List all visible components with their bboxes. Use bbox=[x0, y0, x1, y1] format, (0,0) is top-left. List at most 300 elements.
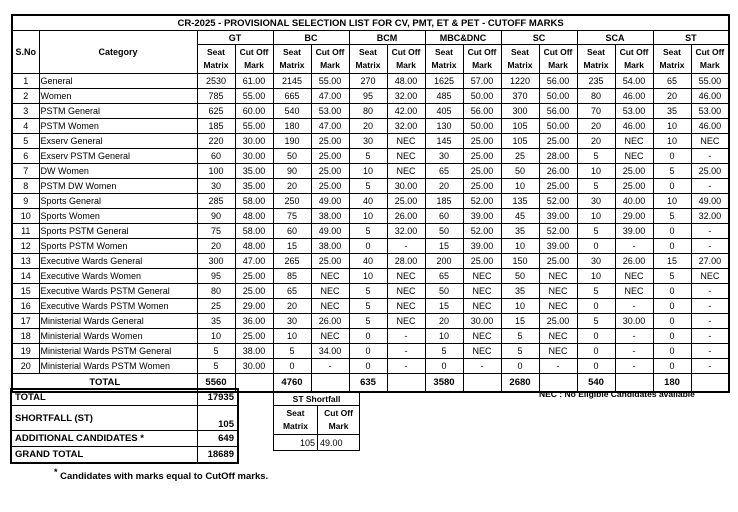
sno-cell: 8 bbox=[12, 179, 39, 194]
seat-matrix-cell: 10 bbox=[501, 179, 539, 194]
st-cutoff-header-line2: Mark bbox=[328, 421, 349, 431]
sno-cell: 17 bbox=[12, 314, 39, 329]
cutoff-mark-cell: NEC bbox=[539, 344, 577, 359]
table-row bbox=[12, 209, 729, 224]
page-title: CR-2025 - PROVISIONAL SELECTION LIST FOR CV, PMT, ET & PET - CUTOFF MARKS bbox=[12, 15, 729, 31]
seat-matrix-cell: 0 bbox=[577, 344, 615, 359]
sno-cell: 1 bbox=[12, 74, 39, 89]
cutoff-mark-cell: 38.00 bbox=[311, 209, 349, 224]
table-row bbox=[12, 134, 729, 149]
seat-matrix-cell: 0 bbox=[577, 329, 615, 344]
seat-matrix-cell: 65 bbox=[653, 74, 691, 89]
cutoff-mark-cell: NEC bbox=[615, 149, 653, 164]
total-seat-cell: 3580 bbox=[425, 374, 463, 393]
cutoff-mark-cell: 42.00 bbox=[387, 104, 425, 119]
table-row bbox=[12, 254, 729, 269]
category-cell: Executive Wards PSTM Women bbox=[39, 299, 197, 314]
group-header-gt: GT bbox=[197, 31, 273, 45]
seat-matrix-cell: 10 bbox=[349, 269, 387, 284]
seat-matrix-cell: 5 bbox=[501, 344, 539, 359]
seat-matrix-cell: 250 bbox=[273, 194, 311, 209]
cutoff-table bbox=[11, 14, 730, 393]
cutoff-mark-cell: NEC bbox=[615, 284, 653, 299]
cutoff-mark-cell: 30.00 bbox=[615, 314, 653, 329]
seat-matrix-cell: 80 bbox=[349, 104, 387, 119]
seat-matrix-cell: 30 bbox=[273, 314, 311, 329]
seat-matrix-cell: 65 bbox=[273, 284, 311, 299]
category-cell: Ministerial Wards PSTM Women bbox=[39, 359, 197, 374]
cutoff-mark-cell: 29.00 bbox=[615, 209, 653, 224]
seat-matrix-cell: 0 bbox=[653, 284, 691, 299]
seat-matrix-cell: 70 bbox=[577, 104, 615, 119]
seat-matrix-cell: 40 bbox=[349, 254, 387, 269]
seat-matrix-cell: 405 bbox=[425, 104, 463, 119]
seat-matrix-cell: 5 bbox=[577, 284, 615, 299]
seat-matrix-cell: 5 bbox=[653, 209, 691, 224]
sno-cell: 11 bbox=[12, 224, 39, 239]
cutoff-mark-cell: - bbox=[691, 299, 729, 314]
st-shortfall-title-row bbox=[274, 392, 360, 406]
seat-matrix-cell: 5 bbox=[577, 224, 615, 239]
seat-matrix-cell: 0 bbox=[577, 239, 615, 254]
cutoff-mark-header: Cut Off Mark bbox=[387, 45, 425, 74]
category-cell: General bbox=[39, 74, 197, 89]
seat-matrix-cell: 130 bbox=[425, 119, 463, 134]
cutoff-mark-cell: - bbox=[463, 359, 501, 374]
st-seat-header bbox=[274, 406, 318, 435]
group-header-sca: SCA bbox=[577, 31, 653, 45]
seat-matrix-cell: 25 bbox=[501, 149, 539, 164]
cutoff-mark-cell: NEC bbox=[615, 134, 653, 149]
cutoff-mark-cell: 39.00 bbox=[463, 209, 501, 224]
cutoff-table-body bbox=[12, 74, 729, 374]
seat-matrix-cell: 20 bbox=[425, 179, 463, 194]
cutoff-mark-cell: NEC bbox=[387, 314, 425, 329]
seat-matrix-cell: 5 bbox=[425, 344, 463, 359]
summary-table bbox=[10, 388, 239, 464]
cutoff-mark-cell: 32.00 bbox=[387, 89, 425, 104]
group-header-st: ST bbox=[653, 31, 729, 45]
total-cutoff-cell bbox=[463, 374, 501, 393]
category-cell: PSTM General bbox=[39, 104, 197, 119]
cutoff-mark-cell: NEC bbox=[463, 299, 501, 314]
seat-matrix-cell: 5 bbox=[653, 269, 691, 284]
seat-matrix-cell: 95 bbox=[197, 269, 235, 284]
footnote-text: Candidates with marks equal to CutOff marks. bbox=[60, 471, 269, 483]
seat-matrix-cell: 50 bbox=[273, 149, 311, 164]
cutoff-mark-cell: 25.00 bbox=[463, 254, 501, 269]
cutoff-mark-cell: 30.00 bbox=[463, 314, 501, 329]
seat-matrix-cell: 10 bbox=[653, 134, 691, 149]
cutoff-mark-cell: NEC bbox=[387, 284, 425, 299]
seat-matrix-cell: 10 bbox=[501, 299, 539, 314]
seat-matrix-cell: 0 bbox=[653, 344, 691, 359]
table-row bbox=[12, 284, 729, 299]
total-seat-cell: 540 bbox=[577, 374, 615, 393]
cutoff-mark-cell: 49.00 bbox=[691, 194, 729, 209]
cutoff-mark-cell: 60.00 bbox=[235, 104, 273, 119]
seat-matrix-cell: 25 bbox=[197, 299, 235, 314]
seat-matrix-cell: 5 bbox=[653, 164, 691, 179]
cutoff-mark-cell: - bbox=[387, 359, 425, 374]
seat-matrix-cell: 10 bbox=[577, 164, 615, 179]
seat-matrix-cell: 20 bbox=[577, 134, 615, 149]
cutoff-mark-cell: 34.00 bbox=[311, 344, 349, 359]
seat-matrix-cell: 185 bbox=[425, 194, 463, 209]
seat-matrix-cell: 220 bbox=[197, 134, 235, 149]
group-header-sc: SC bbox=[501, 31, 577, 45]
table-row bbox=[12, 74, 729, 89]
cutoff-mark-cell: 38.00 bbox=[311, 239, 349, 254]
seat-matrix-cell: 5 bbox=[577, 149, 615, 164]
cutoff-mark-cell: 47.00 bbox=[311, 89, 349, 104]
cutoff-mark-cell: 25.00 bbox=[539, 134, 577, 149]
cutoff-mark-cell: NEC bbox=[311, 269, 349, 284]
category-cell: Ministerial Wards Women bbox=[39, 329, 197, 344]
st-shortfall-title: ST Shortfall bbox=[274, 392, 360, 406]
sno-cell: 5 bbox=[12, 134, 39, 149]
table-row bbox=[12, 179, 729, 194]
seat-matrix-cell: 50 bbox=[501, 269, 539, 284]
cutoff-mark-cell: - bbox=[387, 344, 425, 359]
seat-matrix-cell: 50 bbox=[425, 224, 463, 239]
cutoff-mark-cell: 26.00 bbox=[615, 254, 653, 269]
seat-matrix-cell: 1625 bbox=[425, 74, 463, 89]
cutoff-mark-cell: 28.00 bbox=[539, 149, 577, 164]
total-seat-cell: 635 bbox=[349, 374, 387, 393]
category-cell: Exserv General bbox=[39, 134, 197, 149]
seat-matrix-cell: 60 bbox=[425, 209, 463, 224]
st-seat-value: 105 bbox=[274, 435, 318, 451]
sno-cell: 18 bbox=[12, 329, 39, 344]
category-cell: Sports Women bbox=[39, 209, 197, 224]
seat-matrix-header: Seat Matrix bbox=[501, 45, 539, 74]
title-row bbox=[12, 15, 729, 31]
sno-cell: 9 bbox=[12, 194, 39, 209]
cutoff-mark-cell: 48.00 bbox=[235, 209, 273, 224]
st-seat-header-line2: Matrix bbox=[282, 421, 309, 431]
seat-matrix-cell: 10 bbox=[653, 119, 691, 134]
sno-cell: 10 bbox=[12, 209, 39, 224]
summary-shortfall-value: 105 bbox=[197, 406, 238, 431]
cutoff-mark-header: Cut Off Mark bbox=[539, 45, 577, 74]
cutoff-mark-cell: 50.00 bbox=[463, 89, 501, 104]
seat-matrix-cell: 60 bbox=[273, 224, 311, 239]
category-cell: Ministerial Wards General bbox=[39, 314, 197, 329]
category-cell: DW Women bbox=[39, 164, 197, 179]
cutoff-mark-cell: 35.00 bbox=[235, 164, 273, 179]
sno-cell: 19 bbox=[12, 344, 39, 359]
cutoff-mark-cell: 53.00 bbox=[615, 104, 653, 119]
seat-matrix-cell: 2530 bbox=[197, 74, 235, 89]
table-row bbox=[12, 239, 729, 254]
seat-matrix-cell: 2145 bbox=[273, 74, 311, 89]
seat-matrix-cell: 80 bbox=[197, 284, 235, 299]
seat-matrix-header: Seat Matrix bbox=[349, 45, 387, 74]
summary-shortfall-label: SHORTFALL (ST) bbox=[11, 406, 197, 431]
cutoff-mark-cell: 25.00 bbox=[463, 179, 501, 194]
seat-matrix-cell: 5 bbox=[349, 284, 387, 299]
sno-header: S.No bbox=[12, 31, 39, 74]
cutoff-mark-cell: 26.00 bbox=[539, 164, 577, 179]
cutoff-mark-cell: - bbox=[615, 239, 653, 254]
sno-cell: 2 bbox=[12, 89, 39, 104]
cutoff-mark-cell: 57.00 bbox=[463, 74, 501, 89]
group-header-mbcdnc: MBC&DNC bbox=[425, 31, 501, 45]
cutoff-mark-cell: NEC bbox=[463, 284, 501, 299]
cutoff-mark-cell: 25.00 bbox=[311, 254, 349, 269]
st-shortfall-header-row bbox=[274, 406, 360, 435]
table-row bbox=[12, 329, 729, 344]
seat-matrix-cell: 5 bbox=[197, 359, 235, 374]
category-cell: PSTM DW Women bbox=[39, 179, 197, 194]
seat-matrix-cell: 30 bbox=[577, 254, 615, 269]
category-cell: Executive Wards PSTM General bbox=[39, 284, 197, 299]
cutoff-mark-cell: - bbox=[691, 149, 729, 164]
cutoff-mark-cell: NEC bbox=[539, 329, 577, 344]
cutoff-mark-cell: - bbox=[691, 284, 729, 299]
cutoff-mark-cell: NEC bbox=[387, 299, 425, 314]
category-cell: Sports General bbox=[39, 194, 197, 209]
total-seat-cell: 2680 bbox=[501, 374, 539, 393]
cutoff-mark-cell: 52.00 bbox=[539, 194, 577, 209]
cutoff-mark-cell: NEC bbox=[387, 149, 425, 164]
seat-matrix-cell: 0 bbox=[653, 149, 691, 164]
seat-matrix-header: Seat Matrix bbox=[273, 45, 311, 74]
cutoff-mark-cell: 25.00 bbox=[311, 149, 349, 164]
seat-matrix-cell: 35 bbox=[197, 314, 235, 329]
seat-matrix-cell: 0 bbox=[425, 359, 463, 374]
seat-matrix-cell: 90 bbox=[273, 164, 311, 179]
seat-matrix-cell: 10 bbox=[653, 194, 691, 209]
group-header-bcm: BCM bbox=[349, 31, 425, 45]
st-shortfall-value-row bbox=[274, 435, 360, 451]
cutoff-mark-cell: 25.00 bbox=[539, 254, 577, 269]
cutoff-mark-cell: NEC bbox=[463, 329, 501, 344]
seat-matrix-cell: 80 bbox=[577, 89, 615, 104]
cutoff-mark-cell: 25.00 bbox=[615, 179, 653, 194]
sno-cell: 3 bbox=[12, 104, 39, 119]
summary-grandtotal-value: 18689 bbox=[197, 447, 238, 464]
seat-matrix-cell: 5 bbox=[349, 224, 387, 239]
cutoff-mark-cell: 30.00 bbox=[387, 179, 425, 194]
seat-matrix-cell: 5 bbox=[197, 344, 235, 359]
category-cell: PSTM Women bbox=[39, 119, 197, 134]
table-row bbox=[12, 104, 729, 119]
st-shortfall-table bbox=[273, 391, 360, 451]
seat-matrix-header: Seat Matrix bbox=[577, 45, 615, 74]
cutoff-mark-cell: 58.00 bbox=[235, 224, 273, 239]
seat-matrix-cell: 0 bbox=[653, 239, 691, 254]
table-row bbox=[12, 89, 729, 104]
seat-matrix-cell: 15 bbox=[273, 239, 311, 254]
cutoff-mark-cell: - bbox=[615, 344, 653, 359]
table-row bbox=[12, 149, 729, 164]
cutoff-mark-cell: 25.00 bbox=[539, 314, 577, 329]
cutoff-mark-cell: - bbox=[691, 359, 729, 374]
summary-row bbox=[11, 389, 238, 406]
table-row bbox=[12, 119, 729, 134]
seat-matrix-cell: 20 bbox=[425, 314, 463, 329]
summary-total-value: 17935 bbox=[197, 389, 238, 406]
cutoff-mark-cell: 55.00 bbox=[235, 89, 273, 104]
seat-matrix-cell: 625 bbox=[197, 104, 235, 119]
cutoff-mark-cell: 30.00 bbox=[235, 149, 273, 164]
cutoff-mark-cell: NEC bbox=[691, 134, 729, 149]
group-header-bc: BC bbox=[273, 31, 349, 45]
category-cell: Executive Wards General bbox=[39, 254, 197, 269]
seat-matrix-cell: 665 bbox=[273, 89, 311, 104]
seat-matrix-cell: 0 bbox=[273, 359, 311, 374]
seat-matrix-cell: 485 bbox=[425, 89, 463, 104]
total-cutoff-cell bbox=[311, 374, 349, 393]
seat-matrix-cell: 10 bbox=[273, 329, 311, 344]
seat-matrix-cell: 235 bbox=[577, 74, 615, 89]
seat-matrix-cell: 75 bbox=[197, 224, 235, 239]
cutoff-mark-cell: 49.00 bbox=[311, 194, 349, 209]
cutoff-mark-cell: - bbox=[539, 359, 577, 374]
table-row bbox=[12, 269, 729, 284]
seat-matrix-header: Seat Matrix bbox=[425, 45, 463, 74]
seat-matrix-cell: 150 bbox=[501, 254, 539, 269]
seat-matrix-cell: 0 bbox=[577, 359, 615, 374]
category-cell: Sports PSTM Women bbox=[39, 239, 197, 254]
seat-matrix-cell: 185 bbox=[197, 119, 235, 134]
seat-matrix-cell: 0 bbox=[653, 314, 691, 329]
seat-matrix-cell: 135 bbox=[501, 194, 539, 209]
cutoff-mark-cell: 52.00 bbox=[463, 224, 501, 239]
cutoff-mark-cell: 25.00 bbox=[235, 269, 273, 284]
seat-matrix-cell: 0 bbox=[349, 344, 387, 359]
cutoff-mark-header: Cut Off Mark bbox=[235, 45, 273, 74]
cutoff-mark-cell: NEC bbox=[311, 329, 349, 344]
footnote bbox=[54, 467, 268, 482]
cutoff-mark-cell: NEC bbox=[387, 134, 425, 149]
table-row bbox=[12, 164, 729, 179]
sno-cell: 14 bbox=[12, 269, 39, 284]
seat-matrix-cell: 270 bbox=[349, 74, 387, 89]
cutoff-mark-cell: - bbox=[615, 359, 653, 374]
cutoff-mark-cell: 55.00 bbox=[235, 119, 273, 134]
cutoff-mark-header: Cut Off Mark bbox=[615, 45, 653, 74]
cutoff-mark-cell: NEC bbox=[387, 164, 425, 179]
seat-matrix-cell: 30 bbox=[197, 179, 235, 194]
cutoff-mark-cell: 32.00 bbox=[691, 209, 729, 224]
seat-matrix-cell: 0 bbox=[653, 299, 691, 314]
seat-matrix-cell: 10 bbox=[349, 209, 387, 224]
cutoff-mark-cell: 39.00 bbox=[463, 239, 501, 254]
sno-cell: 13 bbox=[12, 254, 39, 269]
cutoff-mark-cell: - bbox=[311, 359, 349, 374]
cutoff-mark-cell: 26.00 bbox=[311, 314, 349, 329]
cutoff-mark-cell: 25.00 bbox=[235, 329, 273, 344]
cutoff-mark-cell: 25.00 bbox=[311, 179, 349, 194]
cutoff-mark-cell: 52.00 bbox=[463, 194, 501, 209]
cutoff-mark-cell: - bbox=[691, 239, 729, 254]
seat-matrix-cell: 5 bbox=[349, 299, 387, 314]
cutoff-mark-cell: 27.00 bbox=[691, 254, 729, 269]
seat-matrix-cell: 0 bbox=[349, 359, 387, 374]
seat-matrix-cell: 785 bbox=[197, 89, 235, 104]
summary-additional-value: 649 bbox=[197, 431, 238, 447]
seat-matrix-cell: 265 bbox=[273, 254, 311, 269]
cutoff-mark-cell: - bbox=[691, 224, 729, 239]
cutoff-mark-cell: 49.00 bbox=[311, 224, 349, 239]
seat-matrix-cell: 0 bbox=[501, 359, 539, 374]
cutoff-mark-cell: 53.00 bbox=[691, 104, 729, 119]
sno-cell: 20 bbox=[12, 359, 39, 374]
sno-cell: 6 bbox=[12, 149, 39, 164]
seat-matrix-cell: 5 bbox=[577, 314, 615, 329]
cutoff-mark-cell: 28.00 bbox=[387, 254, 425, 269]
cutoff-mark-cell: 35.00 bbox=[235, 179, 273, 194]
table-row bbox=[12, 344, 729, 359]
cutoff-mark-cell: - bbox=[615, 329, 653, 344]
seat-matrix-cell: 10 bbox=[577, 209, 615, 224]
seat-matrix-cell: 30 bbox=[577, 194, 615, 209]
seat-matrix-cell: 0 bbox=[653, 359, 691, 374]
category-cell: Sports PSTM General bbox=[39, 224, 197, 239]
cutoff-mark-cell: 25.00 bbox=[463, 134, 501, 149]
seat-matrix-cell: 190 bbox=[273, 134, 311, 149]
cutoff-mark-cell: NEC bbox=[463, 269, 501, 284]
seat-matrix-cell: 100 bbox=[197, 164, 235, 179]
category-header: Category bbox=[39, 31, 197, 74]
category-cell: Ministerial Wards PSTM General bbox=[39, 344, 197, 359]
cutoff-mark-cell: 25.00 bbox=[463, 164, 501, 179]
seat-matrix-cell: 30 bbox=[349, 134, 387, 149]
seat-matrix-cell: 0 bbox=[653, 224, 691, 239]
cutoff-mark-cell: 25.00 bbox=[463, 149, 501, 164]
seat-matrix-cell: 95 bbox=[349, 89, 387, 104]
cutoff-mark-cell: 40.00 bbox=[615, 194, 653, 209]
cutoff-mark-cell: 50.00 bbox=[463, 119, 501, 134]
summary-row bbox=[11, 431, 238, 447]
table-row bbox=[12, 359, 729, 374]
summary-row bbox=[11, 447, 238, 464]
cutoff-mark-cell: 39.00 bbox=[539, 209, 577, 224]
cutoff-mark-cell: NEC bbox=[463, 344, 501, 359]
seat-matrix-cell: 200 bbox=[425, 254, 463, 269]
seat-matrix-cell: 20 bbox=[349, 119, 387, 134]
cutoff-mark-cell: 56.00 bbox=[539, 104, 577, 119]
seat-matrix-cell: 180 bbox=[273, 119, 311, 134]
table-row bbox=[12, 299, 729, 314]
cutoff-mark-cell: 32.00 bbox=[387, 224, 425, 239]
seat-matrix-cell: 5 bbox=[349, 179, 387, 194]
seat-matrix-cell: 65 bbox=[425, 164, 463, 179]
seat-matrix-cell: 15 bbox=[425, 299, 463, 314]
st-cutoff-header bbox=[318, 406, 360, 435]
cutoff-mark-cell: NEC bbox=[539, 269, 577, 284]
cutoff-mark-cell: 26.00 bbox=[387, 209, 425, 224]
cutoff-mark-cell: 46.00 bbox=[615, 119, 653, 134]
seat-matrix-cell: 15 bbox=[653, 254, 691, 269]
seat-matrix-cell: 15 bbox=[425, 239, 463, 254]
cutoff-mark-cell: 25.00 bbox=[615, 164, 653, 179]
seat-matrix-cell: 50 bbox=[425, 284, 463, 299]
cutoff-mark-cell: NEC bbox=[311, 284, 349, 299]
cutoff-mark-cell: - bbox=[691, 314, 729, 329]
seat-matrix-cell: 105 bbox=[501, 119, 539, 134]
seat-matrix-cell: 10 bbox=[197, 329, 235, 344]
cutoff-mark-cell: 38.00 bbox=[235, 344, 273, 359]
cutoff-mark-cell: 52.00 bbox=[539, 224, 577, 239]
cutoff-mark-cell: 53.00 bbox=[311, 104, 349, 119]
cutoff-mark-cell: 61.00 bbox=[235, 74, 273, 89]
cutoff-mark-header: Cut Off Mark bbox=[691, 45, 729, 74]
table-row bbox=[12, 224, 729, 239]
